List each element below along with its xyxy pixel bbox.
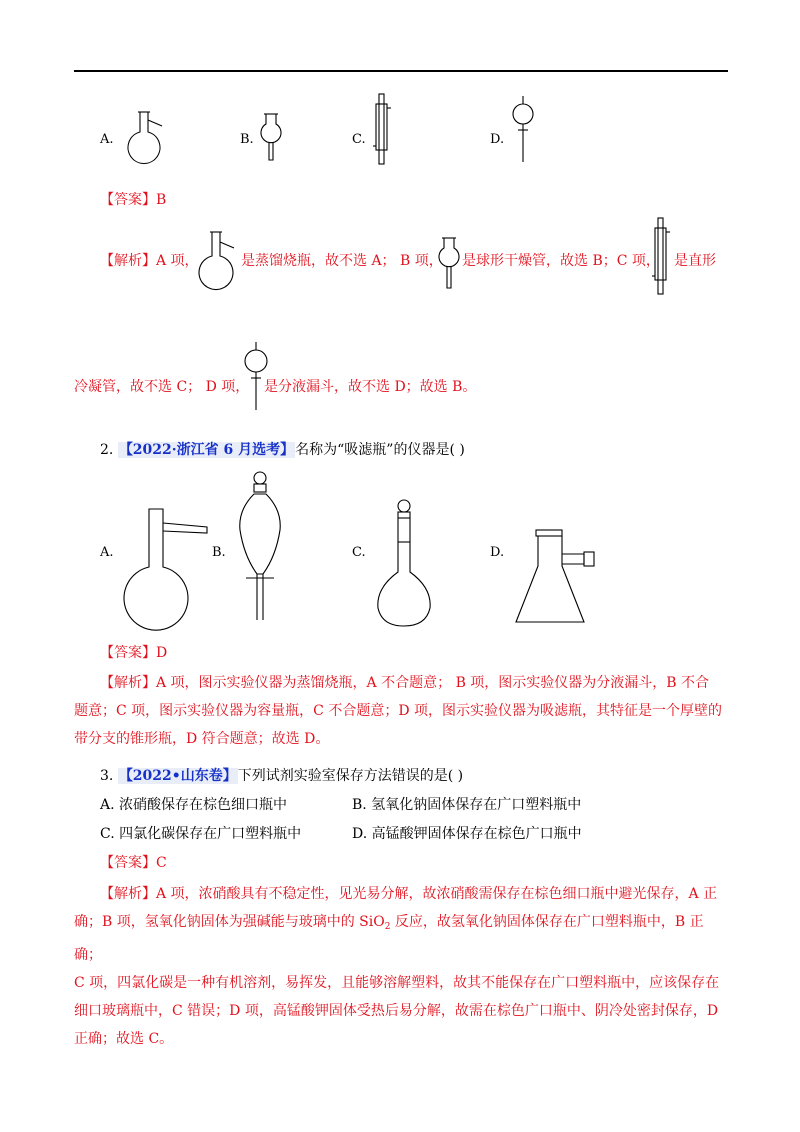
condenser-icon bbox=[650, 216, 674, 296]
q2-option-b-label: B. bbox=[212, 545, 226, 560]
distilling-flask-icon bbox=[196, 228, 242, 292]
q3-exp-line: C 项，四氯化碳是一种有机溶剂，易挥发，且能够溶解塑料，故其不能保存在广口塑料瓶中，应该保存在 bbox=[74, 975, 720, 991]
q3-exp-line: 【解析】A 项，浓硝酸具有不稳定性，见光易分解，故浓硝酸需保存在棕色细口瓶中避光保存，A 正 bbox=[100, 886, 718, 902]
distilling-flask-icon bbox=[125, 505, 215, 625]
q3-stem: 下列试剂实验室保存方法错误的是( ) bbox=[237, 768, 464, 784]
q2-option-a-label: A. bbox=[100, 545, 114, 560]
q2-exp-line: 带分支的锥形瓶，D 符合题意；故选 D。 bbox=[74, 731, 330, 747]
q3-exp-line bbox=[74, 908, 728, 969]
q2-answer: 【答案】D bbox=[100, 645, 168, 661]
q1-exp-text-2: 是蒸馏烧瓶，故不选 A； B 项， bbox=[241, 253, 443, 269]
separatory-funnel-icon bbox=[232, 470, 288, 630]
q2-stem-line bbox=[100, 440, 465, 460]
q3-exp-text: 确；B 项，氢氧化钠固体为强碱能与玻璃中的 SiO bbox=[74, 914, 385, 930]
q1-option-a-label: A. bbox=[100, 132, 114, 147]
drying-tube-icon bbox=[258, 110, 288, 170]
drying-tube-icon bbox=[436, 234, 464, 292]
q2-explanation bbox=[74, 669, 728, 753]
filter-flask-icon bbox=[512, 528, 602, 628]
volumetric-flask-icon bbox=[372, 498, 436, 630]
q3-stem-line bbox=[100, 766, 463, 786]
header-rule bbox=[74, 70, 728, 72]
q1-option-b-label: B. bbox=[240, 132, 254, 147]
q3-exp-subscript: 2 bbox=[384, 922, 391, 932]
q1-exp-text-4: 是直形 bbox=[674, 253, 716, 269]
q3-option-c: C. 四氯化碳保存在广口塑料瓶中 bbox=[100, 826, 302, 842]
q3-option-a: A. 浓硝酸保存在棕色细口瓶中 bbox=[100, 797, 288, 813]
q1-answer: 【答案】B bbox=[100, 192, 167, 208]
q3-exp-line: 细口玻璃瓶中，C 错误；D 项，高锰酸钾固体受热后易分解，故需在棕色广口瓶中、阴冷处密封保存，D bbox=[74, 1003, 719, 1019]
q3-number: 3. bbox=[100, 768, 114, 784]
distilling-flask-icon bbox=[122, 108, 172, 168]
q3-exp-line: 正确；故选 C。 bbox=[74, 1031, 174, 1047]
q1-exp-text-6: 是分液漏斗，故不选 D；故选 B。 bbox=[264, 379, 477, 395]
q3-answer: 【答案】C bbox=[100, 855, 167, 871]
q3-exp-text: 反应，故氢氧化钠固体保存在广口塑料瓶中，B 正确； bbox=[74, 914, 704, 963]
q1-option-d-label: D. bbox=[490, 132, 505, 147]
q2-stem: 名称为“吸滤瓶”的仪器是( ) bbox=[295, 442, 465, 458]
q1-exp-text-3: 是球形干燥管，故选 B；C 项， bbox=[462, 253, 660, 269]
q2-option-d-label: D. bbox=[490, 545, 505, 560]
condenser-icon bbox=[372, 92, 394, 166]
q3-option-d: D. 高锰酸钾固体保存在棕色广口瓶中 bbox=[352, 826, 582, 842]
q1-option-c-label: C. bbox=[352, 132, 366, 147]
q2-option-c-label: C. bbox=[352, 545, 366, 560]
separatory-funnel-icon bbox=[242, 340, 270, 412]
q3-explanation bbox=[74, 880, 728, 1053]
q2-number: 2. bbox=[100, 442, 114, 458]
q2-exp-line: 【解析】A 项，图示实验仪器为蒸馏烧瓶，A 不合题意； B 项，图示实验仪器为分液漏斗，B 不合 bbox=[100, 675, 710, 691]
q1-exp-text-1: 【解析】A 项， bbox=[100, 253, 199, 269]
q3-option-b: B. 氢氧化钠固体保存在广口塑料瓶中 bbox=[352, 797, 582, 813]
q2-source-tag: 【2022·浙江省 6 月选考】 bbox=[118, 442, 295, 458]
q2-exp-line: 题意；C 项，图示实验仪器为容量瓶，C 不合题意；D 项，图示实验仪器为吸滤瓶，其特征是一个厚壁的 bbox=[74, 703, 722, 719]
q3-source-tag: 【2022•山东卷】 bbox=[118, 768, 237, 784]
q1-exp-text-5: 冷凝管，故不选 C； D 项， bbox=[74, 379, 250, 395]
separatory-funnel-icon bbox=[510, 94, 536, 166]
